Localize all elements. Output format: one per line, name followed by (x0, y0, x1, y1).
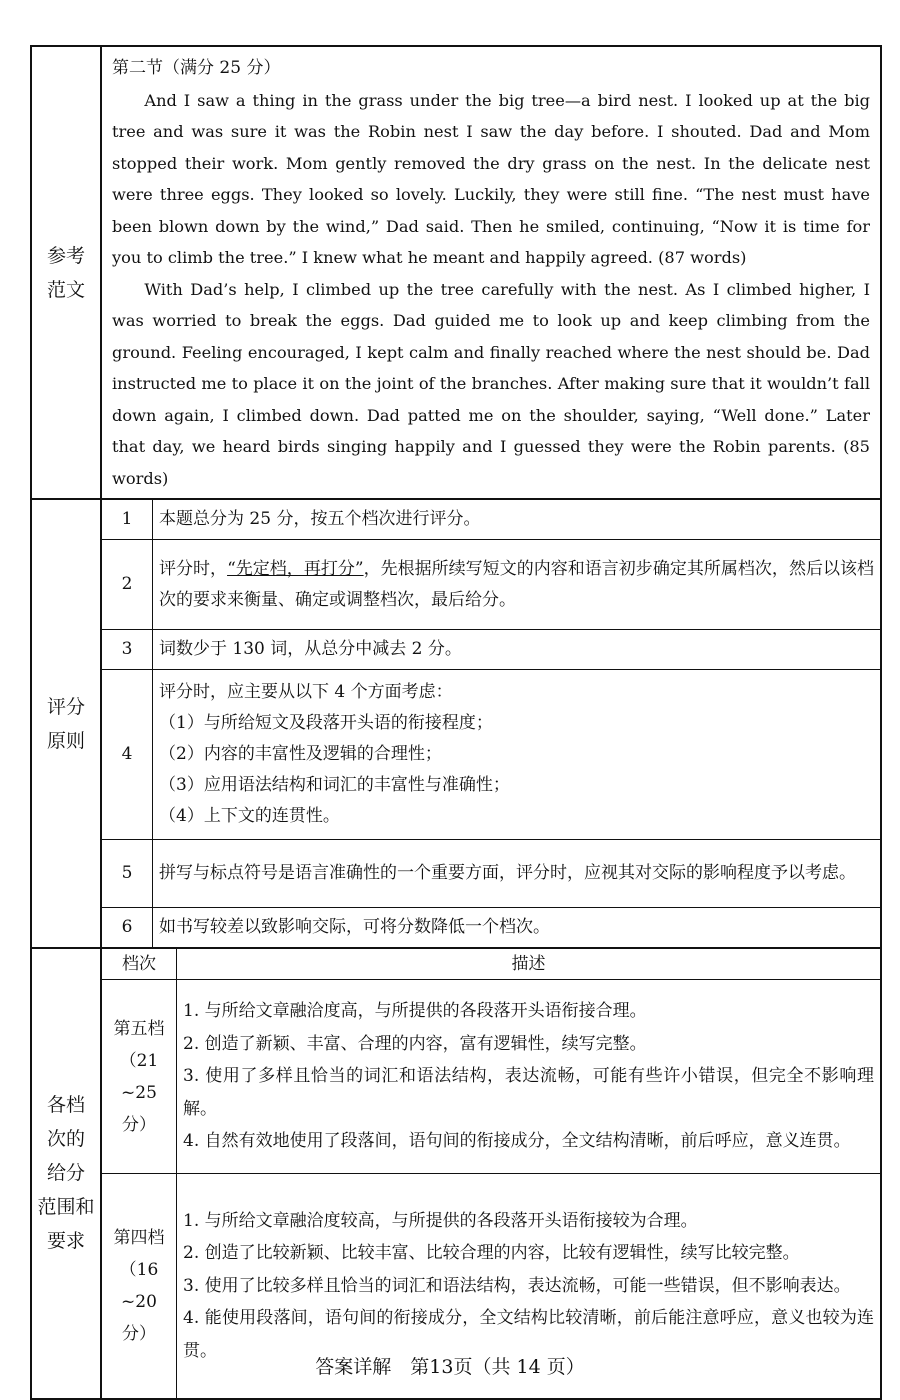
principles-table (102, 500, 880, 947)
essay-label-line: 参考 (46, 244, 85, 267)
essay-paragraph-1: And I saw a thing in the grass under the big tree—a bird nest. I looked up at the big tree and was sure it was the Robin nest I saw the day before. I shouted. Dad and Mom stopped their work. Mom gently removed the dry grass on the nest. In the delicate nest were three eggs. They looked so lovely. Luckily, they were still fine. “The nest must have been blown down by the wind,” Dad said. Then he smiled, continuing, “Now it is time for you to climb the tree.” I knew what he meant and happily agreed. (87 words) (112, 90, 870, 267)
principle-text: 如书写较差以致影响交际，可将分数降低一个档次。 (153, 908, 881, 948)
levels-cell (101, 948, 881, 1399)
essay-label (31, 46, 101, 499)
levels-label (31, 948, 101, 1399)
scoring-table (30, 45, 882, 1400)
levels-header-row (102, 949, 880, 980)
principle-text: 拼写与标点符号是语言准确性的一个重要方面，评分时，应视其对交际的影响程度予以考虑。 (153, 840, 881, 908)
principle-line: （4）上下文的连贯性。 (159, 806, 340, 826)
level-range: （16 ~20 (119, 1259, 159, 1312)
principle-number: 3 (102, 630, 153, 670)
level-name: 第五档 (113, 1018, 165, 1039)
levels-row (31, 948, 881, 1399)
level-item: 2. 创造了新颖、丰富、合理的内容，富有逻辑性，续写完整。 (183, 1033, 647, 1054)
levels-label-line: 给分 (46, 1162, 85, 1185)
levels-label-line: 各档 (46, 1094, 85, 1117)
principle-row (102, 908, 880, 948)
levels-table (102, 949, 880, 1398)
level-item: 4. 能使用段落间，语句间的衔接成分，全文结构比较清晰，前后能注意呼应，意义也较为连贯。 (183, 1308, 874, 1361)
principle-number: 1 (102, 500, 153, 540)
level-column-header: 档次 (102, 949, 177, 980)
principle-underlined-text: “先定档，再打分” (227, 558, 364, 579)
principle-row (102, 840, 880, 908)
levels-label-line: 次的 (46, 1128, 85, 1151)
level-range: 分） (122, 1323, 156, 1344)
level-item: 1. 与所给文章融洽度较高，与所提供的各段落开头语衔接较为合理。 (183, 1210, 698, 1231)
principle-line: （1）与所给短文及段落开头语的衔接程度； (159, 713, 493, 733)
principle-line: （2）内容的丰富性及逻辑的合理性； (159, 744, 442, 764)
principle-number: 4 (102, 670, 153, 840)
principle-text: 本题总分为 25 分，按五个档次进行评分。 (153, 500, 881, 540)
principles-label-line: 原则 (46, 729, 85, 752)
principle-row (102, 630, 880, 670)
levels-label-line: 范围和 (37, 1196, 95, 1219)
essay-heading: 第二节（满分 25 分） (112, 58, 281, 78)
level-item: 4. 自然有效地使用了段落间，语句间的衔接成分，全文结构清晰，前后呼应，意义连贯。 (183, 1131, 851, 1152)
description-column-header: 描述 (177, 949, 881, 980)
level-name: 第四档 (113, 1227, 165, 1248)
essay-paragraph-2: With Dad’s help, I climbed up the tree carefully with the nest. As I climbed higher, I was worried to break the eggs. Dad guided me to look up and keep climbing from the ground. Feeling encouraged, I kept calm and finally reached where the nest should be. Dad instructed me to place it on the joint of the branches. After making sure that it wouldn’t fall down again, I climbed down. Dad patted me on the shoulder, saying, “Well done.” Later that day, we heard birds singing happily and I guessed they were the Robin parents. (85 words) (112, 279, 870, 488)
level-item: 3. 使用了比较多样且恰当的词汇和语法结构，表达流畅，可能一些错误，但不影响表达。 (183, 1275, 851, 1296)
principles-label-line: 评分 (46, 695, 85, 718)
level-description (177, 980, 881, 1174)
principle-number: 2 (102, 540, 153, 630)
level-range: （21 ~25 (119, 1050, 159, 1103)
essay-row (31, 46, 881, 499)
principles-label (31, 499, 101, 948)
principle-line: 评分时，应主要从以下 4 个方面考虑： (159, 682, 453, 702)
principle-text (153, 670, 881, 840)
level-item: 1. 与所给文章融洽度高，与所提供的各段落开头语衔接合理。 (183, 1001, 647, 1022)
principle-number: 5 (102, 840, 153, 908)
level-item: 3. 使用了多样且恰当的词汇和语法结构，表达流畅，可能有些许小错误，但完全不影响理解。 (183, 1066, 874, 1119)
essay-label-line: 范文 (46, 278, 85, 301)
sample-essay (101, 46, 881, 499)
principle-row (102, 540, 880, 630)
principle-row (102, 500, 880, 540)
principle-text-part: 评分时， (159, 558, 228, 579)
principle-text: 词数少于 130 词，从总分中减去 2 分。 (153, 630, 881, 670)
principle-row (102, 670, 880, 840)
principle-text (153, 540, 881, 630)
principle-number: 6 (102, 908, 153, 948)
level-item: 2. 创造了比较新颖、比较丰富、比较合理的内容，比较有逻辑性，续写比较完整。 (183, 1243, 800, 1263)
page-footer: 答案详解 第13页（共 14 页） (315, 1356, 585, 1378)
level-name-cell (102, 980, 177, 1174)
principle-text-part: ，先根据所续写短文的内容和语言初步确定其所属档次，然后以该档次的要求来衡量、确定或调整档次，最后给分。 (159, 558, 874, 610)
levels-label-line: 要求 (46, 1230, 85, 1253)
level-row (102, 980, 880, 1174)
level-range: 分） (122, 1114, 156, 1135)
principle-line: （3）应用语法结构和词汇的丰富性与准确性； (159, 775, 510, 795)
principles-row (31, 499, 881, 948)
principles-cell (101, 499, 881, 948)
